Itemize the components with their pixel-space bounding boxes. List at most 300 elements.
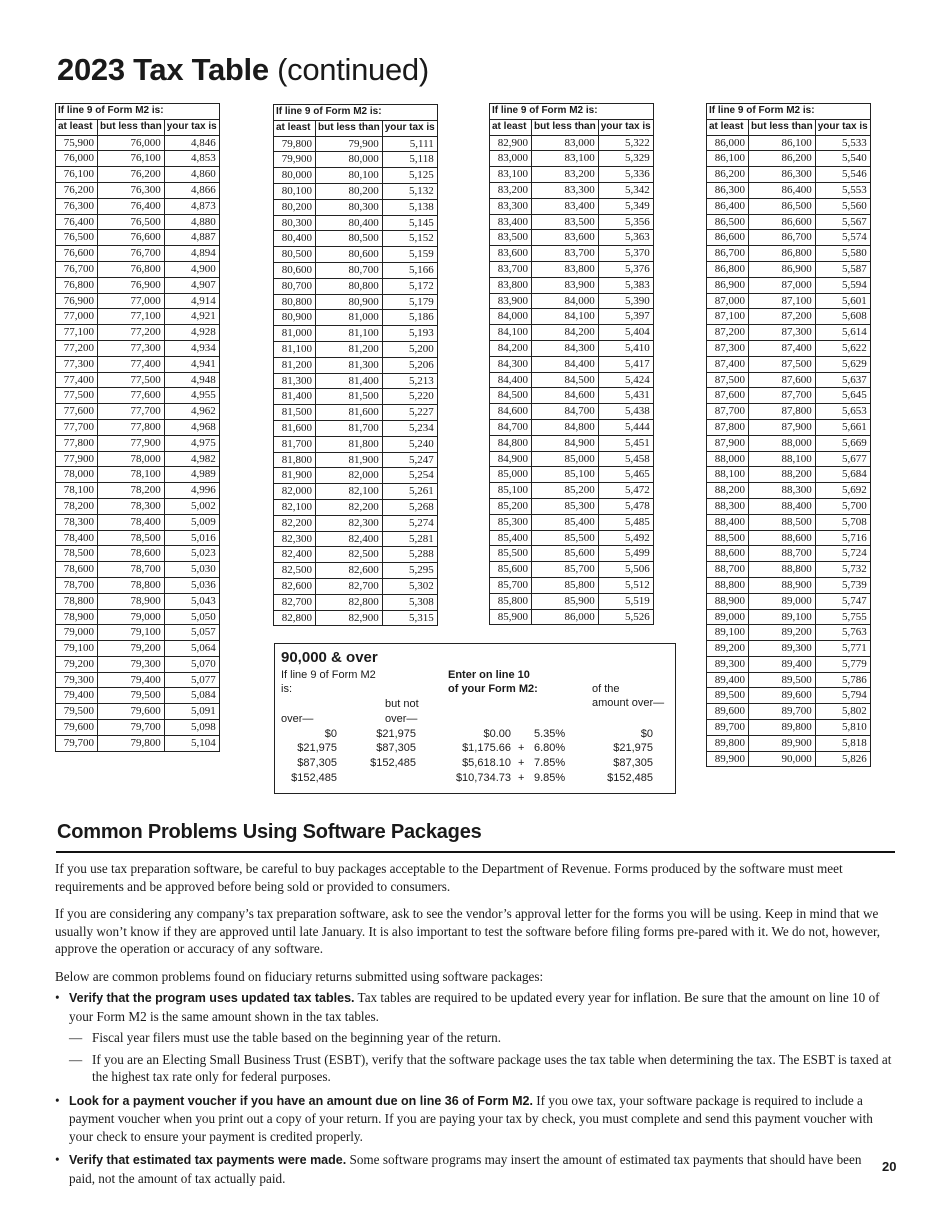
cell-at-least: 85,200 xyxy=(490,498,532,514)
cell-but-less-than: 88,300 xyxy=(749,483,816,499)
table-row xyxy=(490,388,654,404)
table-row xyxy=(490,261,654,277)
cell-but-less-than: 81,600 xyxy=(316,405,383,421)
table-row xyxy=(274,515,438,531)
cell-but-less-than: 86,600 xyxy=(749,214,816,230)
cell-but-less-than: 90,000 xyxy=(749,751,816,767)
table-header-but-less-than: but less than xyxy=(532,119,599,135)
table-header-your-tax: your tax is xyxy=(598,119,653,135)
cell-your-tax: 5,546 xyxy=(815,167,870,183)
cell-at-least: 83,200 xyxy=(490,182,532,198)
cell-your-tax: 5,016 xyxy=(164,530,219,546)
tax-table-column-2 xyxy=(273,104,438,626)
table-row xyxy=(490,577,654,593)
cell-but-less-than: 78,400 xyxy=(98,514,165,530)
rate-row-not-over: $21,975 xyxy=(376,728,416,740)
cell-your-tax: 5,077 xyxy=(164,672,219,688)
cell-at-least: 78,200 xyxy=(56,498,98,514)
cell-your-tax: 5,200 xyxy=(382,341,437,357)
cell-but-less-than: 82,900 xyxy=(316,610,383,626)
cell-your-tax: 5,193 xyxy=(382,326,437,342)
table-row xyxy=(707,688,871,704)
cell-at-least: 81,100 xyxy=(274,341,316,357)
rate-row-rate: 7.85% xyxy=(534,757,566,769)
cell-your-tax: 5,802 xyxy=(815,704,870,720)
cell-your-tax: 5,465 xyxy=(598,467,653,483)
cell-at-least: 85,500 xyxy=(490,546,532,562)
cell-but-less-than: 83,700 xyxy=(532,246,599,262)
cell-at-least: 89,300 xyxy=(707,656,749,672)
cell-your-tax: 5,295 xyxy=(382,563,437,579)
table-row xyxy=(707,325,871,341)
cell-but-less-than: 82,100 xyxy=(316,484,383,500)
cell-but-less-than: 79,800 xyxy=(98,735,165,751)
cell-but-less-than: 80,000 xyxy=(316,152,383,168)
cell-your-tax: 5,084 xyxy=(164,688,219,704)
table-row xyxy=(490,246,654,262)
table-row xyxy=(490,451,654,467)
cell-but-less-than: 80,600 xyxy=(316,247,383,263)
table-row xyxy=(56,198,220,214)
cell-at-least: 85,800 xyxy=(490,593,532,609)
cell-but-less-than: 77,500 xyxy=(98,372,165,388)
cell-but-less-than: 81,200 xyxy=(316,341,383,357)
cell-but-less-than: 87,700 xyxy=(749,388,816,404)
table-row xyxy=(56,167,220,183)
table-row xyxy=(56,641,220,657)
cell-your-tax: 5,716 xyxy=(815,530,870,546)
cell-but-less-than: 84,100 xyxy=(532,309,599,325)
cell-your-tax: 4,962 xyxy=(164,404,219,420)
cell-but-less-than: 77,300 xyxy=(98,340,165,356)
bullet-icon: • xyxy=(55,1092,60,1108)
over-box-over: over— xyxy=(281,713,314,725)
cell-but-less-than: 82,000 xyxy=(316,468,383,484)
table-row xyxy=(490,609,654,625)
cell-your-tax: 5,567 xyxy=(815,214,870,230)
cell-but-less-than: 79,500 xyxy=(98,688,165,704)
cell-but-less-than: 89,900 xyxy=(749,735,816,751)
table-row xyxy=(274,247,438,263)
cell-your-tax: 5,308 xyxy=(382,594,437,610)
table-row xyxy=(56,135,220,151)
cell-at-least: 81,700 xyxy=(274,436,316,452)
bullet-title: Look for a payment voucher if you have an amount due on line 36 of Form M2. xyxy=(69,1093,533,1108)
cell-but-less-than: 78,700 xyxy=(98,562,165,578)
table-row xyxy=(490,135,654,151)
cell-your-tax: 5,288 xyxy=(382,547,437,563)
cell-at-least: 87,800 xyxy=(707,419,749,435)
cell-but-less-than: 78,300 xyxy=(98,498,165,514)
over-box-amount-over: amount over— xyxy=(592,697,665,709)
cell-but-less-than: 83,600 xyxy=(532,230,599,246)
tax-table-column-3 xyxy=(489,103,654,625)
table-row xyxy=(490,483,654,499)
cell-at-least: 82,100 xyxy=(274,499,316,515)
cell-but-less-than: 87,200 xyxy=(749,309,816,325)
cell-at-least: 87,100 xyxy=(707,309,749,325)
cell-at-least: 76,200 xyxy=(56,182,98,198)
cell-at-least: 78,300 xyxy=(56,514,98,530)
cell-at-least: 76,600 xyxy=(56,246,98,262)
table-row xyxy=(56,182,220,198)
table-header-line: If line 9 of Form M2 is: xyxy=(56,104,220,120)
table-row xyxy=(707,451,871,467)
cell-at-least: 80,900 xyxy=(274,310,316,326)
rate-row-amount-over: $152,485 xyxy=(607,772,653,784)
cell-your-tax: 5,810 xyxy=(815,720,870,736)
cell-at-least: 81,300 xyxy=(274,373,316,389)
cell-but-less-than: 76,500 xyxy=(98,214,165,230)
table-row xyxy=(56,261,220,277)
cell-your-tax: 4,996 xyxy=(164,483,219,499)
rate-row-not-over: $87,305 xyxy=(376,742,416,754)
cell-your-tax: 4,955 xyxy=(164,388,219,404)
cell-your-tax: 5,091 xyxy=(164,704,219,720)
table-row xyxy=(274,231,438,247)
cell-at-least: 88,900 xyxy=(707,593,749,609)
table-row xyxy=(707,261,871,277)
table-row xyxy=(56,214,220,230)
cell-at-least: 87,500 xyxy=(707,372,749,388)
table-row xyxy=(707,135,871,151)
cell-but-less-than: 85,900 xyxy=(532,593,599,609)
table-row xyxy=(707,656,871,672)
cell-your-tax: 5,274 xyxy=(382,515,437,531)
cell-but-less-than: 82,400 xyxy=(316,531,383,547)
cell-but-less-than: 82,300 xyxy=(316,515,383,531)
cell-but-less-than: 77,600 xyxy=(98,388,165,404)
cell-your-tax: 5,553 xyxy=(815,182,870,198)
cell-your-tax: 5,519 xyxy=(598,593,653,609)
table-row xyxy=(56,688,220,704)
cell-but-less-than: 87,400 xyxy=(749,340,816,356)
table-row xyxy=(707,467,871,483)
cell-at-least: 77,900 xyxy=(56,451,98,467)
table-row xyxy=(707,230,871,246)
table-row xyxy=(274,405,438,421)
cell-your-tax: 5,512 xyxy=(598,577,653,593)
cell-at-least: 85,700 xyxy=(490,577,532,593)
cell-but-less-than: 82,700 xyxy=(316,578,383,594)
table-row xyxy=(274,373,438,389)
cell-at-least: 77,200 xyxy=(56,340,98,356)
rate-row-over: $0 xyxy=(324,728,337,740)
cell-but-less-than: 81,900 xyxy=(316,452,383,468)
table-row xyxy=(490,325,654,341)
cell-at-least: 77,700 xyxy=(56,419,98,435)
cell-at-least: 76,700 xyxy=(56,261,98,277)
table-row xyxy=(707,182,871,198)
cell-at-least: 77,400 xyxy=(56,372,98,388)
cell-but-less-than: 76,000 xyxy=(98,135,165,151)
over-box-heading: 90,000 & over xyxy=(281,649,378,666)
cell-at-least: 85,400 xyxy=(490,530,532,546)
cell-your-tax: 5,485 xyxy=(598,514,653,530)
table-row xyxy=(707,167,871,183)
cell-but-less-than: 86,300 xyxy=(749,167,816,183)
table-row xyxy=(56,356,220,372)
cell-your-tax: 5,356 xyxy=(598,214,653,230)
cell-your-tax: 5,125 xyxy=(382,168,437,184)
table-row xyxy=(707,735,871,751)
table-row xyxy=(56,277,220,293)
cell-your-tax: 5,580 xyxy=(815,246,870,262)
cell-at-least: 77,500 xyxy=(56,388,98,404)
cell-your-tax: 5,206 xyxy=(382,357,437,373)
table-row xyxy=(490,182,654,198)
cell-at-least: 81,400 xyxy=(274,389,316,405)
cell-but-less-than: 86,900 xyxy=(749,261,816,277)
cell-at-least: 89,100 xyxy=(707,625,749,641)
cell-your-tax: 5,472 xyxy=(598,483,653,499)
cell-at-least: 87,200 xyxy=(707,325,749,341)
bullet-text: Some software programs may insert the amount of estimated tax payments that should have been paid, not the amount of tax actually paid. xyxy=(69,1152,862,1186)
table-row xyxy=(274,563,438,579)
cell-at-least: 83,900 xyxy=(490,293,532,309)
cell-but-less-than: 87,600 xyxy=(749,372,816,388)
table-row xyxy=(274,420,438,436)
table-row xyxy=(274,531,438,547)
cell-but-less-than: 81,000 xyxy=(316,310,383,326)
bullet-title: Verify that the program uses updated tax tables. xyxy=(69,991,355,1005)
table-row xyxy=(490,230,654,246)
cell-at-least: 79,100 xyxy=(56,641,98,657)
table-row xyxy=(707,625,871,641)
table-row xyxy=(490,293,654,309)
cell-your-tax: 5,186 xyxy=(382,310,437,326)
table-row xyxy=(56,625,220,641)
rate-row-rate: 5.35% xyxy=(534,728,566,740)
cell-your-tax: 5,050 xyxy=(164,609,219,625)
cell-at-least: 82,500 xyxy=(274,563,316,579)
table-row xyxy=(490,467,654,483)
cell-but-less-than: 79,000 xyxy=(98,609,165,625)
cell-but-less-than: 88,100 xyxy=(749,451,816,467)
table-row xyxy=(490,593,654,609)
rate-row-base: $5,618.10 xyxy=(462,757,511,769)
cell-but-less-than: 89,000 xyxy=(749,593,816,609)
cell-but-less-than: 88,800 xyxy=(749,562,816,578)
cell-at-least: 82,900 xyxy=(490,135,532,151)
cell-your-tax: 5,708 xyxy=(815,514,870,530)
cell-your-tax: 5,370 xyxy=(598,246,653,262)
cell-at-least: 78,500 xyxy=(56,546,98,562)
cell-at-least: 88,300 xyxy=(707,498,749,514)
table-row xyxy=(707,641,871,657)
cell-but-less-than: 85,000 xyxy=(532,451,599,467)
table-row xyxy=(490,309,654,325)
cell-at-least: 80,100 xyxy=(274,183,316,199)
cell-at-least: 84,400 xyxy=(490,372,532,388)
table-row xyxy=(56,404,220,420)
cell-but-less-than: 77,100 xyxy=(98,309,165,325)
cell-your-tax: 5,669 xyxy=(815,435,870,451)
cell-but-less-than: 84,400 xyxy=(532,356,599,372)
cell-at-least: 84,200 xyxy=(490,340,532,356)
cell-your-tax: 5,478 xyxy=(598,498,653,514)
cell-but-less-than: 83,300 xyxy=(532,182,599,198)
cell-your-tax: 5,587 xyxy=(815,261,870,277)
tax-table-column-1 xyxy=(55,103,220,752)
cell-your-tax: 5,724 xyxy=(815,546,870,562)
table-row xyxy=(707,514,871,530)
rate-row-over: $152,485 xyxy=(291,772,337,784)
sub-item-text: If you are an Electing Small Business Trust (ESBT), verify that the software package uses the tax table when determining the tax. The ESBT is taxed at the highest tax rate only for federal purposes. xyxy=(92,1051,892,1084)
cell-your-tax: 5,771 xyxy=(815,641,870,657)
cell-but-less-than: 84,800 xyxy=(532,419,599,435)
table-row xyxy=(56,562,220,578)
cell-at-least: 77,600 xyxy=(56,404,98,420)
cell-at-least: 83,800 xyxy=(490,277,532,293)
rate-row-amount-over: $0 xyxy=(640,728,653,740)
sub-item-text: Fiscal year filers must use the table based on the beginning year of the return. xyxy=(92,1030,502,1045)
cell-at-least: 78,700 xyxy=(56,577,98,593)
cell-at-least: 76,900 xyxy=(56,293,98,309)
table-row xyxy=(707,498,871,514)
cell-but-less-than: 81,800 xyxy=(316,436,383,452)
dash-icon: — xyxy=(69,1051,83,1067)
table-row xyxy=(274,294,438,310)
table-row xyxy=(490,404,654,420)
cell-but-less-than: 85,700 xyxy=(532,562,599,578)
cell-but-less-than: 84,300 xyxy=(532,340,599,356)
cell-your-tax: 5,614 xyxy=(815,325,870,341)
cell-but-less-than: 89,600 xyxy=(749,688,816,704)
cell-your-tax: 5,138 xyxy=(382,199,437,215)
cell-at-least: 77,300 xyxy=(56,356,98,372)
cell-your-tax: 4,866 xyxy=(164,182,219,198)
table-row xyxy=(56,151,220,167)
cell-your-tax: 5,281 xyxy=(382,531,437,547)
cell-your-tax: 5,826 xyxy=(815,751,870,767)
table-row xyxy=(490,372,654,388)
cell-but-less-than: 85,800 xyxy=(532,577,599,593)
table-row xyxy=(707,340,871,356)
table-row xyxy=(274,215,438,231)
cell-at-least: 85,100 xyxy=(490,483,532,499)
table-row xyxy=(707,214,871,230)
cell-but-less-than: 84,900 xyxy=(532,435,599,451)
cell-but-less-than: 81,500 xyxy=(316,389,383,405)
cell-but-less-than: 86,400 xyxy=(749,182,816,198)
table-row xyxy=(707,720,871,736)
cell-at-least: 78,900 xyxy=(56,609,98,625)
cell-but-less-than: 89,300 xyxy=(749,641,816,657)
cell-your-tax: 5,458 xyxy=(598,451,653,467)
cell-at-least: 81,900 xyxy=(274,468,316,484)
cell-your-tax: 5,376 xyxy=(598,261,653,277)
table-header-at-least: at least xyxy=(707,119,749,135)
cell-but-less-than: 86,700 xyxy=(749,230,816,246)
cell-but-less-than: 88,400 xyxy=(749,498,816,514)
table-row xyxy=(707,751,871,767)
table-row xyxy=(274,547,438,563)
cell-your-tax: 5,302 xyxy=(382,578,437,594)
table-row xyxy=(56,325,220,341)
table-header-at-least: at least xyxy=(274,120,316,136)
cell-but-less-than: 78,600 xyxy=(98,546,165,562)
cell-at-least: 86,300 xyxy=(707,182,749,198)
table-row xyxy=(56,514,220,530)
cell-but-less-than: 76,900 xyxy=(98,277,165,293)
cell-at-least: 84,300 xyxy=(490,356,532,372)
table-row xyxy=(490,562,654,578)
table-row xyxy=(490,167,654,183)
cell-your-tax: 5,637 xyxy=(815,372,870,388)
cell-at-least: 80,200 xyxy=(274,199,316,215)
cell-your-tax: 5,451 xyxy=(598,435,653,451)
cell-but-less-than: 84,700 xyxy=(532,404,599,420)
cell-at-least: 83,600 xyxy=(490,246,532,262)
cell-at-least: 88,500 xyxy=(707,530,749,546)
cell-your-tax: 5,240 xyxy=(382,436,437,452)
cell-at-least: 84,600 xyxy=(490,404,532,420)
cell-your-tax: 5,786 xyxy=(815,672,870,688)
cell-your-tax: 4,989 xyxy=(164,467,219,483)
table-row xyxy=(274,152,438,168)
table-row xyxy=(56,704,220,720)
cell-but-less-than: 87,900 xyxy=(749,419,816,435)
cell-your-tax: 5,794 xyxy=(815,688,870,704)
cell-at-least: 87,300 xyxy=(707,340,749,356)
table-row xyxy=(490,514,654,530)
table-row xyxy=(56,577,220,593)
cell-at-least: 82,200 xyxy=(274,515,316,531)
cell-but-less-than: 76,200 xyxy=(98,167,165,183)
table-row xyxy=(56,309,220,325)
over-box-of-the: of the xyxy=(592,683,620,695)
cell-at-least: 89,600 xyxy=(707,704,749,720)
cell-at-least: 88,700 xyxy=(707,562,749,578)
cell-at-least: 76,100 xyxy=(56,167,98,183)
cell-at-least: 86,900 xyxy=(707,277,749,293)
table-row xyxy=(707,609,871,625)
table-row xyxy=(56,672,220,688)
cell-but-less-than: 77,400 xyxy=(98,356,165,372)
cell-your-tax: 5,438 xyxy=(598,404,653,420)
cell-at-least: 78,600 xyxy=(56,562,98,578)
cell-your-tax: 5,070 xyxy=(164,656,219,672)
cell-but-less-than: 76,600 xyxy=(98,230,165,246)
cell-but-less-than: 80,700 xyxy=(316,262,383,278)
cell-at-least: 88,000 xyxy=(707,451,749,467)
cell-at-least: 79,500 xyxy=(56,704,98,720)
over-box-enter-line1: Enter on line 10 xyxy=(448,669,530,681)
cell-your-tax: 5,410 xyxy=(598,340,653,356)
cell-at-least: 86,400 xyxy=(707,198,749,214)
sub-item-fiscal-year xyxy=(55,1029,895,1047)
cell-your-tax: 5,560 xyxy=(815,198,870,214)
cell-at-least: 79,300 xyxy=(56,672,98,688)
bullet-text: Tax tables are required to be updated every year for inflation. Be sure that the amount on line 10 of your Form M2 is the same amount shown in the tax tables. xyxy=(69,990,880,1024)
cell-but-less-than: 76,800 xyxy=(98,261,165,277)
cell-but-less-than: 81,700 xyxy=(316,420,383,436)
cell-but-less-than: 82,600 xyxy=(316,563,383,579)
cell-at-least: 85,000 xyxy=(490,467,532,483)
cell-at-least: 78,800 xyxy=(56,593,98,609)
table-row xyxy=(56,230,220,246)
cell-but-less-than: 87,500 xyxy=(749,356,816,372)
cell-your-tax: 5,036 xyxy=(164,577,219,593)
cell-your-tax: 4,928 xyxy=(164,325,219,341)
cell-at-least: 85,600 xyxy=(490,562,532,578)
rate-row-over: $21,975 xyxy=(297,742,337,754)
cell-your-tax: 5,329 xyxy=(598,151,653,167)
cell-at-least: 84,900 xyxy=(490,451,532,467)
cell-at-least: 75,900 xyxy=(56,135,98,151)
table-row xyxy=(707,577,871,593)
